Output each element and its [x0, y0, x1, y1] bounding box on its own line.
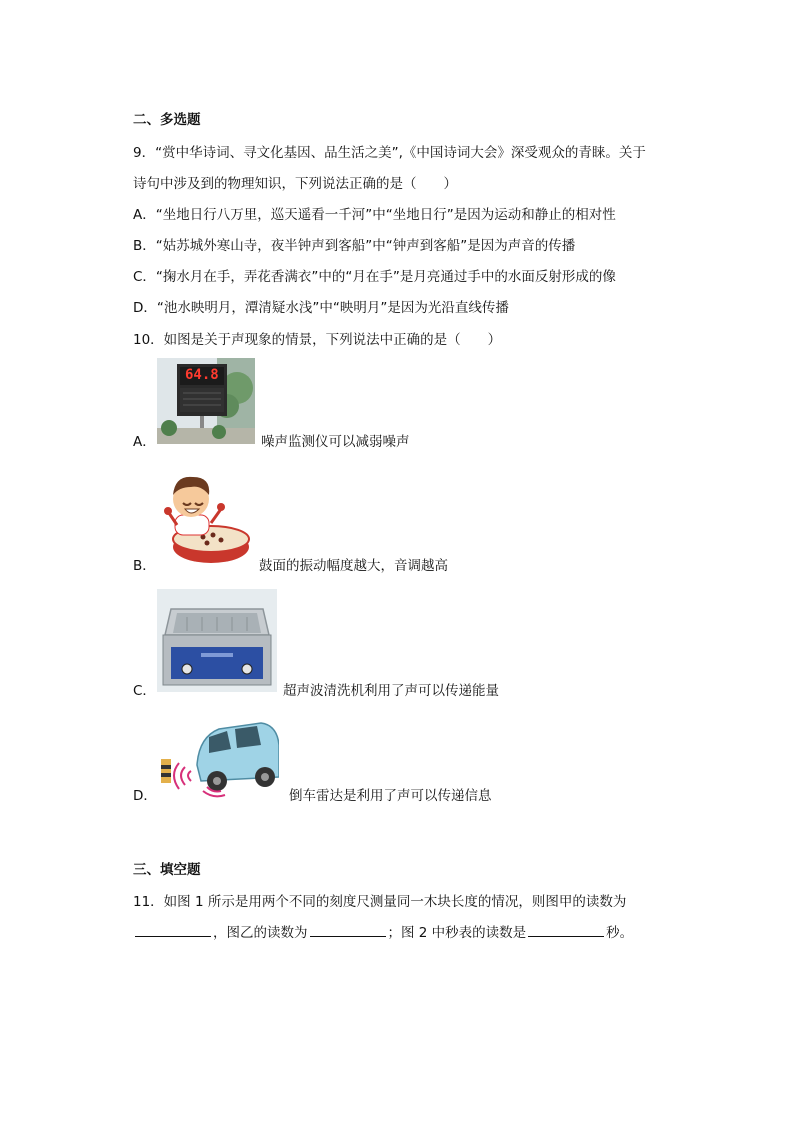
reversing-radar-image: [157, 715, 279, 799]
question-10-option-c-letter: C．: [133, 683, 156, 699]
section-heading-fill-in: 三、填空题: [133, 862, 201, 878]
question-10-option-a-letter: A．: [133, 434, 156, 450]
section-heading-multiple-choice: 二、多选题: [133, 112, 201, 128]
question-11-line2: [133, 921, 633, 941]
noise-monitor-reading: 64.8: [185, 367, 219, 383]
question-10-option-a-text: 噪声监测仪可以减弱噪声: [261, 434, 410, 450]
question-9-option-a: A．“坐地日行八万里，巡天遥看一千河”中“坐地日行”是因为运动和静止的相对性: [133, 207, 616, 223]
question-10-option-b-letter: B．: [133, 558, 156, 574]
question-10-option-d-letter: D．: [133, 788, 157, 804]
ultrasonic-cleaner-image: [157, 589, 277, 692]
question-10-option-c-text: 超声波清洗机利用了声可以传递能量: [283, 683, 499, 699]
question-9-stem-line1: 9．“赏中华诗词、寻文化基因、品生活之美”,《中国诗词大会》深受观众的青睐。关于: [133, 145, 646, 161]
question-11-part3: 秒。: [606, 925, 634, 941]
question-10-option-d-text: 倒车雷达是利用了声可以传递信息: [289, 788, 492, 804]
question-11-part1: ，图乙的读数为: [213, 925, 308, 941]
question-9-stem-line2: 诗句中涉及到的物理知识，下列说法正确的是（ ）: [133, 176, 457, 192]
drummer-cartoon-image: [157, 465, 253, 569]
question-10-stem: 10．如图是关于声现象的情景，下列说法中正确的是（ ）: [133, 332, 502, 348]
question-9-option-c: C．“掬水月在手，弄花香满衣”中的“月在手”是月亮通过手中的水面反射形成的像: [133, 269, 616, 285]
answer-blank-1[interactable]: [135, 922, 211, 937]
question-11-part2: ；图 2 中秒表的读数是: [387, 925, 527, 941]
question-9-option-b: B．“姑苏城外寒山寺，夜半钟声到客船”中“钟声到客船”是因为声音的传播: [133, 238, 576, 254]
question-9-option-d: D．“池水映明月，潭清疑水浅”中“映明月”是因为光沿直线传播: [133, 300, 509, 316]
noise-monitor-image: [157, 358, 255, 444]
question-11-line1: 11．如图 1 所示是用两个不同的刻度尺测量同一木块长度的情况，则图甲的读数为: [133, 894, 627, 910]
question-10-option-b-text: 鼓面的振动幅度越大，音调越高: [259, 558, 448, 574]
answer-blank-3[interactable]: [528, 922, 604, 937]
answer-blank-2[interactable]: [310, 922, 386, 937]
